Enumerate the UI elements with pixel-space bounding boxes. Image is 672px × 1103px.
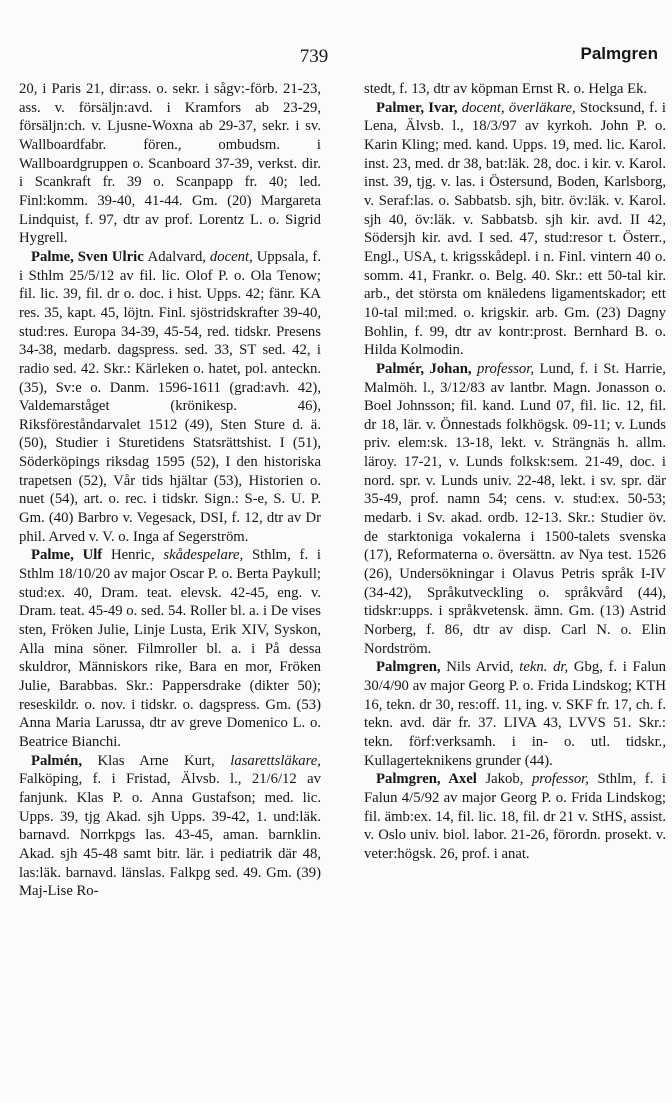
entry-palmen-kurt bbox=[19, 752, 321, 901]
entry-title: docent, överläkare, bbox=[461, 99, 580, 116]
entry-text: Sthlm, f. i Falun 4/5/92 av major Georg P. o. Frida Lindskog; fil. ämb:ex. 14, fil. lic. 18, fil. dr 21 v. StHS, assist. v. Oslo univ. biol. labor. 21-26, förordn. prosekt. v. veter:högsk. 26, prof. i anat. bbox=[364, 771, 666, 862]
entry-palmgren-arvid bbox=[364, 658, 666, 770]
entry-palme-ulf bbox=[19, 546, 321, 751]
entry-title: skådespelare, bbox=[163, 547, 252, 564]
entry-text: stedt, f. 13, dtr av köpman Ernst R. o. Helga Ek. bbox=[364, 81, 648, 97]
entry-name: Palmgren, bbox=[376, 659, 447, 676]
entry-name: Palme, Sven Ulric bbox=[31, 248, 148, 265]
entry-continuation bbox=[364, 80, 666, 99]
page-number: 739 bbox=[299, 46, 329, 67]
entry-text: 20, i Paris 21, dir:ass. o. sekr. i sågv:-förb. 21-23, ass. v. försäljn:avd. i Kramfors ab 23-29, försäljn:ch. v. Ljusne-Woxna ab 29-37, sekr. i sv. Wallboardfabr. fören., ombudsm. i Wallboardgruppen o. Scanboard 37-39, verkst. dir. i Scankraft fr. 39 o. Scanpapp fr. 40; led. Finl:komm. 39-40, 41-44. Gm. (20) Margareta Lindquist, f. 97, dtr av prof. Lorentz L. o. Sigrid Hygrell. bbox=[19, 81, 321, 247]
entry-given-names: Henric, bbox=[110, 547, 164, 564]
entry-text: Stocksund, f. i Lena, Älvsb. l., 18/3/97 av kyrkoh. John P. o. Karin Kling; med. kand. Upps. 19, med. lic. Karol. inst. 23, med. dr 38, bat:läk. 28, doc. i kir. v. Karol. inst. 39, tjg. v. las. i Östersund, Boden, Karlsborg, v. Seraf:las. o. Sabbatsb. sjh, bitr. öv:läk. v. Karol. sjh 40, öv:läk. v. Sabbatsb. sjh kir. avd. II 42, Södersjh kir. avd. I sed. 47, stud:resor t. Österr., Engl., USA, t. krigsskådepl. i n. Finl. vintern 40 o. somm. 41, Frankr. o. Belg. 40. Skr.: ett 50-tal kir. arb., det största om knäledens ligamentskador; ett 10-tal mil:med. o. krigskir. arb. Gm. (23) Dagny Bohlin, f. 99, dtr av kontr:prost. Bernhard B. o. Hilda Kolmodin. bbox=[364, 99, 666, 359]
entry-name: Palme, Ulf bbox=[31, 547, 111, 564]
entry-palmer-johan bbox=[364, 360, 666, 659]
entry-text: Sthlm, f. i Sthlm 18/10/20 av major Oscar P. o. Berta Paykull; stud:ex. 40, Dram. teat. elevsk. 42-45, eng. v. Dram. teat. 45-49 o. sed. 54. Roller bl. a. i De vises sten, Fröken Julie, Linje Lusta, Erik XIV, Syskon, Alla mina söner. Filmroller bl. a. i På dessa skuldror, Människors rike, Bara en mor, Fröken Julie, Barabbas. Skr.: Pappersdrake (dikter 50); reseskildr. o. nov. i tidskr. o. dagspress. Gm. (53) Anna Maria Larussa, dtr av greve Domenico L. o. Beatrice Bianchi. bbox=[19, 547, 321, 750]
entry-given-names: Adalvard, bbox=[147, 248, 210, 265]
left-column bbox=[19, 80, 321, 901]
entry-name: Palmgren, Axel bbox=[376, 771, 486, 788]
entry-text: Lund, f. i St. Harrie, Malmöh. l., 3/12/83 av lantbr. Magn. Jonasson o. Boel Johnsson; fil. kand. Lund 07, fil. lic. 12, fil. dr 18, lär. v. Önnestads folkhögsk. 09-11; v. Lunds priv. elem:sk. 13-18, lekt. v. Strängnäs h. allm. läroy. 17-21, v. Lunds folksk:sem. 21-49, doc. i nord. spr. v. Lunds univ. 22-48, lekt. i sv. spr. där 35-49, prof. namn 54; cens. v. stud:ex. 50-53; medarb. i Sv. akad. ordb. 12-13. Skr.: Studier öv. de starktoniga vokalerna i 1500-talets svenska (17), Reformaterna o. översättn. av Nya test. 1526 (26), Undersökningar i Olavus Petris språk I-IV (34-42), Språkutveckling o. språkvård (44), tidskr:upps. i språkvetensk. ämn. Gm. (13) Astrid Norberg, f. 86, dtr av disp. Carl N. o. Elin Nordström. bbox=[364, 360, 666, 657]
entry-given-names: Jakob, bbox=[485, 771, 532, 788]
entry-palmer-ivar bbox=[364, 99, 666, 360]
entry-name: Palmér, Johan, bbox=[376, 360, 478, 377]
right-column bbox=[364, 80, 666, 864]
entry-text: Gbg, f. i Falun 30/4/90 av major Georg P. o. Frida Lindskog; KTH 16, tekn. dr 30, res:off. 11, ing. v. SKF fr. 17, ch. f. tekn. avd. där fr. 37. LIVA 43, LVVS 51. Skr.: tekn. förf:verksamh. i in- o. utl. tidskr., Kullagerteknikens grunder (44). bbox=[364, 659, 666, 769]
entry-text: Falköping, f. i Fristad, Älvsb. l., 21/6/12 av fanjunk. Klas P. o. Anna Gustafson; med. lic. Upps. 39, tjg Akad. sjh Upps. 39-42, 1. und:läk. barnavd. Norrkpgs las. 43-45, aman. barnklin. Akad. sjh 45-48 samt bitr. lär. i pediatrik där 48, las:läk. barnavd. länslas. Falkpg sed. 49. Gm. (39) Maj-Lise Ro- bbox=[19, 771, 321, 900]
entry-text: Uppsala, f. i Sthlm 25/5/12 av fil. lic. Olof P. o. Ola Tenow; fil. lic. 39, fil. dr o. doc. i hist. Upps. 42; fänr. KA res. 35, kapt. 45, löjtn. Finl. sjöstridskrafter 39-40, stud:res. Europa 34-39, 45-54, red. tidskr. Presens 34-38, medarb. dagspress. sed. 33, ST sed. 42, i radio sed. 42. Skr.: Kärleken o. hatet, pol. anteckn. (35), Sv:e o. Danm. 1596-1611 (grad:avh. 42), Valdemarståget (krönikesp. 46), Riksföreståndarvalet 1512 (49), Sten Sture d. ä. (50), Studier i Sturetidens Statsrättshist. I (51), Söderköpings riksdag 1595 (52), I den historiska trapetsen (52), Vår tids hjältar (53), Historien o. nuet (54), art. o. rec. i tidskr. Sign.: S-e, S. U. P. Gm. (40) Barbro v. Vegesack, DSI, f. 12, dtr av Dr phil. Arved v. V. o. Inga af Segerström. bbox=[19, 248, 321, 545]
entry-name: Palmer, Ivar, bbox=[376, 99, 462, 116]
entry-given-names: Klas Arne Kurt, bbox=[97, 752, 231, 769]
entry-title: tekn. dr, bbox=[519, 659, 574, 676]
entry-title: professor, bbox=[477, 360, 540, 377]
entry-continuation bbox=[19, 80, 321, 248]
running-head: Palmgren bbox=[580, 44, 658, 63]
entry-title: professor, bbox=[531, 771, 598, 788]
entry-title: lasarettsläkare, bbox=[230, 752, 321, 769]
entry-name: Palmén, bbox=[31, 752, 98, 769]
entry-palmgren-axel bbox=[364, 770, 666, 863]
entry-title: docent, bbox=[209, 248, 257, 265]
entry-given-names: Nils Arvid, bbox=[446, 659, 520, 676]
entry-palme-sven bbox=[19, 248, 321, 547]
